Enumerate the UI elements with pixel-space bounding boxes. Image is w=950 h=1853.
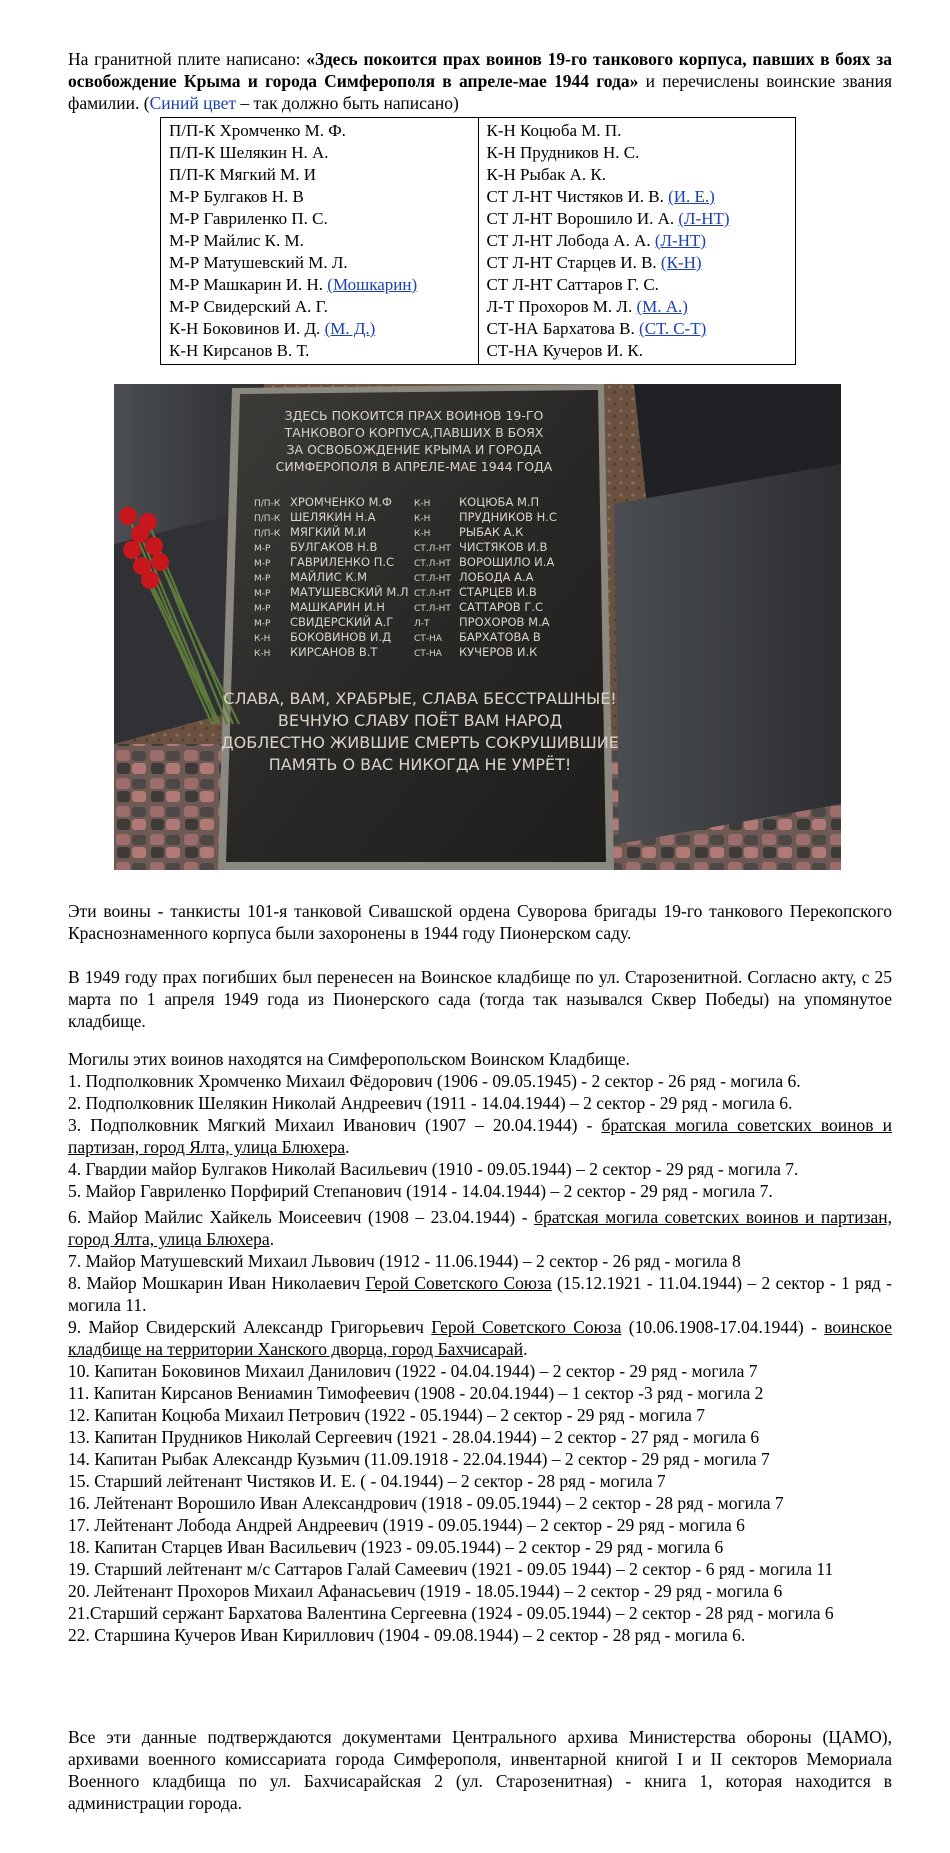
plaque-rank: К-Н	[254, 634, 271, 644]
name-entry	[487, 252, 788, 274]
carnation-bloom	[145, 537, 163, 555]
name-text: М-Р Майлис К. М.	[169, 231, 304, 250]
plaque-rank: М-Р	[254, 619, 271, 629]
grave-entry	[68, 1514, 892, 1536]
closing-paragraph: Все эти данные подтверждаются документами Центрального архива Министерства обороны (ЦАМО), архивами военного комиссариата города Симферополя, инвентарной книгой I и II секторов Мемориала Военного кладбища по ул. Бахчисарайская 2 (ул. Старозенитная) - книга 1, которая находится в администрации города.	[68, 1727, 892, 1813]
name-text: М-Р Гавриленко П. С.	[169, 209, 328, 228]
plaque-heading-line: ЗА ОСВОБОЖДЕНИЕ КРЫМА И ГОРОДА	[286, 442, 542, 457]
plaque-rank: К-Н	[414, 499, 431, 509]
plaque-rank: М-Р	[254, 559, 271, 569]
names-table	[160, 117, 796, 365]
plaque-rank: СТ.Л-НТ	[414, 559, 451, 569]
name-text: СТ Л-НТ Лобода А. А.	[486, 231, 655, 250]
grave-entry	[68, 1250, 892, 1272]
plaque-name: БАРХАТОВА В	[459, 630, 541, 644]
carnation-bloom	[119, 507, 137, 525]
plaque-name: КИРСАНОВ В.Т	[290, 645, 378, 659]
name-text: К-Н Рыбак А. К.	[486, 165, 606, 184]
right-granite-slab	[614, 464, 841, 844]
plaque-name: КУЧЕРОВ И.К	[459, 645, 538, 659]
name-text: СТ Л-НТ Чистяков И. В.	[486, 187, 669, 206]
grave-text: 4. Гвардии майор Булгаков Николай Васильевич (1910 - 09.05.1944) – 2 сектор - 29 ряд - могила 7.	[68, 1159, 799, 1179]
grave-text: .	[523, 1339, 528, 1359]
name-entry	[169, 120, 470, 142]
grave-entry	[68, 1470, 892, 1492]
grave-text: 6. Майор Майлис Хайкель Моисеевич (1908 – 23.04.1944) -	[68, 1207, 535, 1227]
grave-text: 20. Лейтенант Прохоров Михаил Афанасьевич (1919 - 18.05.1944) – 2 сектор - 29 ряд - могила 6	[68, 1581, 783, 1601]
name-entry	[487, 208, 788, 230]
name-entry	[169, 186, 470, 208]
plaque-rank: СТ.Л-НТ	[414, 589, 451, 599]
grave-text: 22. Старшина Кучеров Иван Кириллович (1904 - 09.08.1944) – 2 сектор - 28 ряд - могила 6.	[68, 1625, 746, 1645]
grave-entry	[68, 1180, 892, 1202]
intro-lead: На гранитной плите написано:	[68, 49, 307, 69]
grave-text: 13. Капитан Прудников Николай Сергеевич (1921 - 28.04.1944) – 2 сектор - 27 ряд - могила 6	[68, 1427, 760, 1447]
grave-text: 11. Капитан Кирсанов Вениамин Тимофеевич (1908 - 20.04.1944) – 1 сектор -3 ряд - могила 2	[68, 1383, 764, 1403]
plaque-rank: К-Н	[254, 649, 271, 659]
name-entry	[487, 274, 788, 296]
grave-entry	[68, 1114, 892, 1158]
name-text: М-Р Машкарин И. Н.	[169, 275, 328, 294]
grave-entry	[68, 1536, 892, 1558]
grave-text: .	[269, 1229, 275, 1249]
plaque-name: РЫБАК А.К	[459, 525, 524, 539]
grave-text: 2. Подполковник Шелякин Николай Андреевич (1911 - 14.04.1944) – 2 сектор - 29 ряд - могила 6.	[68, 1093, 793, 1113]
plaque-rank: СТ-НА	[414, 634, 442, 644]
name-entry	[169, 318, 470, 340]
plaque-name: БУЛГАКОВ Н.В	[290, 540, 378, 554]
plaque-rank: М-Р	[254, 574, 271, 584]
plaque-svg	[114, 384, 841, 870]
plaque-rank: П/П-К	[254, 499, 281, 509]
grave-link-text[interactable]: воинское кладбище на территории Ханского дворца, город Бахчисарай	[68, 1317, 892, 1359]
name-text: Л-Т Прохоров М. Л.	[486, 297, 637, 316]
plaque-name: СТАРЦЕВ И.В	[459, 585, 537, 599]
name-entry	[169, 142, 470, 164]
plaque-name: МАШКАРИН И.Н	[290, 600, 385, 614]
intro-paragraph	[68, 48, 892, 114]
name-entry	[487, 318, 788, 340]
grave-text: 5. Майор Гавриленко Порфирий Степанович (1914 - 14.04.1944) – 2 сектор - 29 ряд - могила 7.	[68, 1181, 773, 1201]
name-correction-link[interactable]: (И. Е.)	[668, 187, 715, 206]
plaque-footer-line: ВЕЧНУЮ СЛАВУ ПОЁТ ВАМ НАРОД	[277, 711, 563, 730]
plaque-rank: Л-Т	[414, 619, 430, 629]
name-text: К-Н Кирсанов В. Т.	[169, 341, 310, 360]
carnation-bloom	[123, 541, 141, 559]
plaque-name: МЯГКИЙ М.И	[290, 525, 367, 539]
plaque-name: МАТУШЕВСКИЙ М.Л	[290, 585, 409, 599]
plaque-rank: СТ.Л-НТ	[414, 604, 451, 614]
plaque-rank: М-Р	[254, 544, 271, 554]
blue-note: Синий цвет	[149, 93, 237, 113]
name-text: К-Н Прудников Н. С.	[486, 143, 640, 162]
grave-entry	[68, 1492, 892, 1514]
grave-entry	[68, 1272, 892, 1316]
name-text: СТ-НА Кучеров И. К.	[486, 341, 643, 360]
name-correction-link[interactable]: (М. А.)	[636, 297, 688, 316]
plaque-heading-line: ТАНКОВОГО КОРПУСА,ПАВШИХ В БОЯХ	[284, 425, 544, 440]
plaque-name: ГАВРИЛЕНКО П.С	[290, 555, 395, 569]
name-entry	[487, 230, 788, 252]
grave-text: 19. Старший лейтенант м/с Саттаров Галай Самеевич (1921 - 09.05 1944) – 2 сектор - 6 ряд - могила 11	[68, 1559, 834, 1579]
plaque-rank: К-Н	[414, 514, 431, 524]
name-entry	[487, 296, 788, 318]
grave-text: 8. Майор Мошкарин Иван Николаевич	[68, 1273, 366, 1293]
name-entry	[487, 142, 788, 164]
plaque-rank: К-Н	[414, 529, 431, 539]
name-text: СТ Л-НТ Старцев И. В.	[486, 253, 661, 272]
grave-text: 16. Лейтенант Ворошило Иван Александрович (1918 - 09.05.1944) – 2 сектор - 28 ряд - могила 7	[68, 1493, 784, 1513]
grave-text: 10. Капитан Боковинов Михаил Данилович (1922 - 04.04.1944) – 2 сектор - 29 ряд - могила 7	[68, 1361, 758, 1381]
memorial-plaque-photo	[114, 384, 841, 870]
grave-entry	[68, 1316, 892, 1360]
grave-entry	[68, 1426, 892, 1448]
paragraph-tankmen: Эти воины - танкисты 101-я танковой Сивашской ордена Суворова бригады 19-го танкового Перекопского Краснознаменного корпуса были захоронены в 1944 году Пионерском саду.	[68, 901, 892, 943]
plaque-rank: СТ-НА	[414, 649, 442, 659]
name-entry	[487, 186, 788, 208]
name-correction-link[interactable]: (СТ. С-Т)	[639, 319, 707, 338]
grave-entry	[68, 1624, 892, 1646]
name-text: М-Р Свидерский А. Г.	[169, 297, 328, 316]
names-right-column	[478, 118, 796, 365]
grave-entry	[68, 1158, 892, 1180]
name-entry	[169, 164, 470, 186]
intro-tail: и перечислены воинские звания фамилии. (	[68, 71, 892, 113]
name-text: К-Н Боковинов И. Д.	[169, 319, 325, 338]
grave-text: 1. Подполковник Хромченко Михаил Фёдорович (1906 - 09.05.1945) - 2 сектор - 26 ряд - могила 6.	[68, 1071, 801, 1091]
grave-link-text[interactable]: Герой Советского Союза	[365, 1273, 552, 1293]
name-entry	[169, 208, 470, 230]
plaque-rank: СТ.Л-НТ	[414, 574, 451, 584]
plaque-name: САТТАРОВ Г.С	[459, 600, 544, 614]
name-text: СТ Л-НТ Ворошило И. А.	[486, 209, 679, 228]
grave-entry	[68, 1580, 892, 1602]
plaque-footer-line: ПАМЯТЬ О ВАС НИКОГДА НЕ УМРЁТ!	[268, 755, 572, 774]
plaque-name: МАЙЛИС К.М	[290, 570, 368, 584]
name-entry	[169, 252, 470, 274]
plaque-footer-line: ДОБЛЕСТНО ЖИВШИЕ СМЕРТЬ СОКРУШИВШИЕ	[221, 733, 619, 752]
name-text: М-Р Булгаков Н. В	[169, 187, 304, 206]
grave-text: 9. Майор Свидерский Александр Григорьевич	[68, 1317, 432, 1337]
carnation-bloom	[141, 571, 159, 589]
name-text: К-Н Коцюба М. П.	[486, 121, 622, 140]
grave-entry	[68, 1070, 892, 1092]
grave-entry	[68, 1448, 892, 1470]
plaque-rank: М-Р	[254, 589, 271, 599]
graves-list-heading: Могилы этих воинов находятся на Симферопольском Воинском Кладбище.	[68, 1049, 630, 1069]
name-correction-link[interactable]: (Л-НТ)	[678, 209, 730, 228]
name-text: П/П-К Мягкий М. И	[169, 165, 317, 184]
grave-entry	[68, 1092, 892, 1114]
grave-link-text[interactable]: братская могила советских воинов и партизан, город Ялта, улица Блюхера	[68, 1115, 893, 1157]
name-correction-link[interactable]: (Мошкарин)	[327, 275, 418, 294]
name-text: М-Р Матушевский М. Л.	[169, 253, 348, 272]
name-correction-link[interactable]: (Л-НТ)	[654, 231, 707, 250]
grave-link-text[interactable]: братская могила советских воинов и партизан, город Ялта, улица Блюхера	[68, 1207, 892, 1249]
grave-text: 15. Старший лейтенант Чистяков И. Е. ( - 04.1944) – 2 сектор - 28 ряд - могила 7	[68, 1471, 666, 1491]
plaque-rank: П/П-К	[254, 529, 281, 539]
plaque-rank: П/П-К	[254, 514, 281, 524]
grave-text: 14. Капитан Рыбак Александр Кузьмич (11.09.1918 - 22.04.1944) – 2 сектор - 29 ряд - могила 7	[68, 1449, 770, 1469]
plaque-heading-line: ЗДЕСЬ ПОКОИТСЯ ПРАХ ВОИНОВ 19-ГО	[284, 408, 544, 423]
plaque-name: ШЕЛЯКИН Н.А	[290, 510, 376, 524]
plaque-rank: М-Р	[254, 604, 271, 614]
grave-entry	[68, 1206, 892, 1250]
grave-text: (15.12.1921 - 11.04.1944) – 2 сектор - 1 ряд - могила 11.	[68, 1273, 892, 1315]
grave-entry	[68, 1360, 892, 1382]
name-correction-link[interactable]: (М. Д.)	[324, 319, 376, 338]
grave-text: 12. Капитан Коцюба Михаил Петрович (1922 - 05.1944) – 2 сектор - 29 ряд - могила 7	[68, 1405, 706, 1425]
grave-text: 3. Подполковник Мягкий Михаил Иванович (1907 – 20.04.1944) -	[68, 1115, 602, 1135]
name-text: СТ Л-НТ Саттаров Г. С.	[486, 275, 659, 294]
grave-text: 17. Лейтенант Лобода Андрей Андреевич (1919 - 09.05.1944) – 2 сектор - 29 ряд - могила 6	[68, 1515, 745, 1535]
name-entry	[169, 274, 470, 296]
intro-tail-2: – так должно быть написано)	[236, 93, 459, 113]
name-text: П/П-К Хромченко М. Ф.	[169, 121, 346, 140]
plaque-name: КОЦЮБА М.П	[459, 495, 540, 509]
plaque-name: ВОРОШИЛО И.А	[459, 555, 555, 569]
name-entry	[487, 164, 788, 186]
paragraph-reburial: В 1949 году прах погибших был перенесен на Воинское кладбище по ул. Старозенитной. Согласно акту, с 25 марта по 1 апреля 1949 года из Пионерского сада (тогда так назывался Сквер Победы) на упомянутое кладбище.	[68, 967, 892, 1031]
grave-entry	[68, 1558, 892, 1580]
grave-entry	[68, 1382, 892, 1404]
plaque-footer-line: СЛАВА, ВАМ, ХРАБРЫЕ, СЛАВА БЕССТРАШНЫЕ!	[223, 689, 617, 708]
plaque-rank: СТ.Л-НТ	[414, 544, 451, 554]
plaque-name: ХРОМЧЕНКО М.Ф	[290, 495, 392, 509]
plaque-name: ЧИСТЯКОВ И.В	[459, 540, 548, 554]
grave-link-text[interactable]: Герой Советского Союза	[431, 1317, 622, 1337]
grave-text: .	[345, 1137, 350, 1157]
name-entry	[487, 120, 788, 142]
carnation-bloom	[151, 553, 169, 571]
plaque-name: ПРУДНИКОВ Н.С	[459, 510, 557, 524]
name-entry	[169, 296, 470, 318]
name-entry	[487, 340, 788, 362]
grave-text: 7. Майор Матушевский Михаил Львович (1912 - 11.06.1944) – 2 сектор - 26 ряд - могила 8	[68, 1251, 741, 1271]
grave-text: 18. Капитан Старцев Иван Васильевич (1923 - 09.05.1944) – 2 сектор - 29 ряд - могила 6	[68, 1537, 724, 1557]
plaque-name: БОКОВИНОВ И.Д	[290, 630, 392, 644]
carnation-bloom	[139, 513, 157, 531]
plaque-name: ПРОХОРОВ М.А	[459, 615, 550, 629]
names-left-column	[161, 118, 479, 365]
name-text: СТ-НА Бархатова В.	[486, 319, 640, 338]
graves-list	[68, 1048, 892, 1646]
name-correction-link[interactable]: (К-Н)	[660, 253, 702, 272]
grave-entry	[68, 1404, 892, 1426]
inscription-text: «Здесь покоится прах воинов 19-го танкового корпуса, павших в боях за освобождение Крыма и города Симферополя в апреле-мае 1944 года»	[68, 49, 892, 91]
name-text: П/П-К Шелякин Н. А.	[169, 143, 329, 162]
plaque-heading-line: СИМФЕРОПОЛЯ В АПРЕЛЕ-МАЕ 1944 ГОДА	[275, 459, 553, 474]
grave-text: 21.Старший сержант Бархатова Валентина Сергеевна (1924 - 09.05.1944) – 2 сектор - 28 ряд - могила 6	[68, 1603, 834, 1623]
grave-text: (10.06.1908-17.04.1944) -	[621, 1317, 825, 1337]
grave-entry	[68, 1602, 892, 1624]
plaque-name: ЛОБОДА А.А	[459, 570, 534, 584]
name-entry	[169, 230, 470, 252]
plaque-name: СВИДЕРСКИЙ А.Г	[290, 615, 394, 629]
name-entry	[169, 340, 470, 362]
